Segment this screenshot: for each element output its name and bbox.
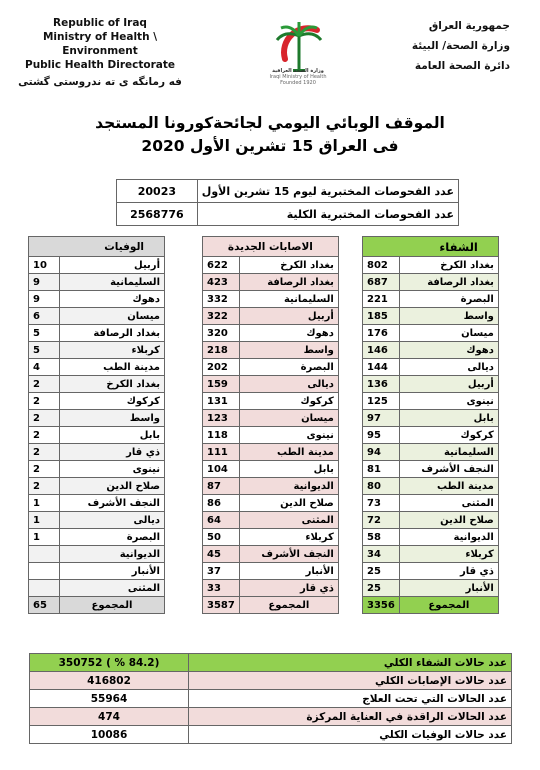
total-tests-value: 2568776 (117, 203, 198, 226)
summary-label: عدد حالات الإصابات الكلي (189, 672, 512, 690)
new-cases-governorate: دهوك (239, 325, 338, 342)
deaths-row (29, 580, 165, 597)
deaths-governorate: كربلاء (60, 342, 165, 359)
new-cases-governorate: السليمانية (239, 291, 338, 308)
deaths-governorate: النجف الأشرف (60, 495, 165, 512)
new-cases-row (203, 580, 339, 597)
recovered-value: 185 (363, 308, 400, 325)
header-line: وزارة الصحة/ البيئة (411, 40, 510, 52)
new-cases-governorate: الديوانية (239, 478, 338, 495)
deaths-row (29, 291, 165, 308)
new-cases-governorate: الأنبار (239, 563, 338, 580)
header-line: دائرة الصحة العامة (414, 60, 510, 72)
new-cases-row (203, 410, 339, 427)
tests-table (116, 179, 459, 226)
header-line: Public Health Directorate (25, 59, 175, 71)
deaths-governorate: المثنى (60, 580, 165, 597)
new-cases-row (203, 393, 339, 410)
recovered-governorate: صلاح الدين (399, 512, 498, 529)
new-cases-governorate: كربلاء (239, 529, 338, 546)
deaths-value: 2 (29, 478, 60, 495)
new-cases-value: 111 (203, 444, 240, 461)
recovered-governorate: الديوانية (399, 529, 498, 546)
summary-value: 474 (30, 708, 189, 726)
recovered-row (363, 274, 499, 291)
recovered-value: 80 (363, 478, 400, 495)
new-cases-governorate: ميسان (239, 410, 338, 427)
new-cases-row (203, 257, 339, 274)
new-cases-value: 131 (203, 393, 240, 410)
summary-label: عدد حالات الشفاء الكلي (189, 654, 512, 672)
deaths-value: 2 (29, 427, 60, 444)
deaths-row (29, 478, 165, 495)
deaths-governorate: البصرة (60, 529, 165, 546)
deaths-value: 5 (29, 342, 60, 359)
deaths-table (28, 236, 165, 614)
recovered-value: 221 (363, 291, 400, 308)
recovered-row (363, 427, 499, 444)
summary-row (30, 708, 512, 726)
deaths-row (29, 427, 165, 444)
new-cases-total-label: المجموع (239, 597, 338, 614)
recovered-value: 72 (363, 512, 400, 529)
new-cases-governorate: بغداد الرصافة (239, 274, 338, 291)
recovered-header-row (363, 237, 499, 257)
new-cases-value: 218 (203, 342, 240, 359)
new-cases-row (203, 529, 339, 546)
new-cases-value: 123 (203, 410, 240, 427)
header-line: Ministry of Health \ Environment (42, 31, 158, 57)
summary-row (30, 654, 512, 672)
recovered-row (363, 546, 499, 563)
header-line: Republic of Iraq (53, 17, 147, 29)
deaths-value: 9 (29, 291, 60, 308)
recovered-value: 125 (363, 393, 400, 410)
recovered-row (363, 444, 499, 461)
recovered-governorate: ديالى (399, 359, 498, 376)
deaths-value: 5 (29, 325, 60, 342)
deaths-row (29, 308, 165, 325)
deaths-governorate: بغداد الرصافة (60, 325, 165, 342)
recovered-value: 73 (363, 495, 400, 512)
recovered-value: 94 (363, 444, 400, 461)
summary-label: عدد حالات الوفيات الكلي (189, 726, 512, 744)
recovered-governorate: النجف الأشرف (399, 461, 498, 478)
recovered-governorate: الأنبار (399, 580, 498, 597)
recovered-row (363, 512, 499, 529)
new-cases-row (203, 427, 339, 444)
recovered-table (362, 236, 499, 614)
summary-row (30, 690, 512, 708)
deaths-value (29, 563, 60, 580)
recovered-row (363, 410, 499, 427)
new-cases-governorate: ديالى (239, 376, 338, 393)
recovered-row (363, 342, 499, 359)
deaths-row (29, 376, 165, 393)
recovered-value: 136 (363, 376, 400, 393)
summary-value: 416802 (30, 672, 189, 690)
new-cases-row (203, 478, 339, 495)
new-cases-governorate: مدينة الطب (239, 444, 338, 461)
recovered-governorate: كركوك (399, 427, 498, 444)
recovered-row (363, 461, 499, 478)
logo-caption-line: Iraqi Ministry of Health (269, 74, 327, 80)
header-line: فه رمانگه ى ته ندروستى گشتى (18, 76, 182, 88)
new-cases-header-row (203, 237, 339, 257)
deaths-value: 4 (29, 359, 60, 376)
new-cases-value: 622 (203, 257, 240, 274)
title-line-2: فى العراق 15 تشرين الأول 2020 (141, 137, 399, 155)
recovered-value: 25 (363, 563, 400, 580)
deaths-governorate: بغداد الكرخ (60, 376, 165, 393)
daily-tests-row (117, 180, 459, 203)
deaths-governorate: صلاح الدين (60, 478, 165, 495)
recovered-row (363, 580, 499, 597)
recovered-row (363, 325, 499, 342)
new-cases-governorate: أربيل (239, 308, 338, 325)
header-arabic (380, 16, 510, 76)
deaths-value: 9 (29, 274, 60, 291)
deaths-governorate: دهوك (60, 291, 165, 308)
new-cases-row (203, 546, 339, 563)
new-cases-header: الاصابات الجديدة (203, 237, 339, 257)
new-cases-row (203, 274, 339, 291)
recovered-header: الشفاء (363, 237, 499, 257)
new-cases-row (203, 308, 339, 325)
recovered-total-value: 3356 (363, 597, 400, 614)
new-cases-value: 159 (203, 376, 240, 393)
recovered-governorate: ميسان (399, 325, 498, 342)
deaths-value: 6 (29, 308, 60, 325)
new-cases-value: 86 (203, 495, 240, 512)
recovered-value: 58 (363, 529, 400, 546)
deaths-governorate: واسط (60, 410, 165, 427)
recovered-row (363, 563, 499, 580)
deaths-governorate: ديالى (60, 512, 165, 529)
new-cases-value: 87 (203, 478, 240, 495)
deaths-value: 2 (29, 444, 60, 461)
recovered-row (363, 257, 499, 274)
new-cases-table (202, 236, 339, 614)
deaths-row (29, 342, 165, 359)
recovered-row (363, 393, 499, 410)
summary-label: عدد الحالات الراقدة في العناية المركزة (189, 708, 512, 726)
deaths-row (29, 563, 165, 580)
recovered-total-label: المجموع (399, 597, 498, 614)
summary-value: 350752 ( % 84.2) (30, 654, 189, 672)
recovered-value: 34 (363, 546, 400, 563)
deaths-header-row (29, 237, 165, 257)
deaths-row (29, 325, 165, 342)
deaths-row (29, 444, 165, 461)
recovered-value: 25 (363, 580, 400, 597)
new-cases-value: 423 (203, 274, 240, 291)
recovered-governorate: كربلاء (399, 546, 498, 563)
summary-label: عدد الحالات التي تحت العلاج (189, 690, 512, 708)
deaths-value: 2 (29, 376, 60, 393)
header-english (10, 16, 190, 89)
summary-value: 10086 (30, 726, 189, 744)
new-cases-value: 64 (203, 512, 240, 529)
recovered-governorate: بغداد الكرخ (399, 257, 498, 274)
new-cases-row (203, 291, 339, 308)
new-cases-value: 33 (203, 580, 240, 597)
new-cases-row (203, 325, 339, 342)
recovered-value: 97 (363, 410, 400, 427)
deaths-value: 2 (29, 410, 60, 427)
recovered-row (363, 359, 499, 376)
new-cases-row (203, 376, 339, 393)
deaths-row (29, 529, 165, 546)
new-cases-row (203, 563, 339, 580)
logo-caption (258, 68, 338, 86)
deaths-governorate: بابل (60, 427, 165, 444)
recovered-governorate: واسط (399, 308, 498, 325)
recovered-value: 146 (363, 342, 400, 359)
new-cases-value: 332 (203, 291, 240, 308)
new-cases-value: 104 (203, 461, 240, 478)
new-cases-governorate: صلاح الدين (239, 495, 338, 512)
deaths-row (29, 512, 165, 529)
deaths-governorate: أربيل (60, 257, 165, 274)
summary-table (29, 653, 512, 744)
new-cases-governorate: بغداد الكرخ (239, 257, 338, 274)
new-cases-governorate: ذي قار (239, 580, 338, 597)
recovered-governorate: السليمانية (399, 444, 498, 461)
logo-caption-line: وزارة الصحة العراقية (272, 68, 324, 74)
deaths-row (29, 393, 165, 410)
deaths-governorate: مدينة الطب (60, 359, 165, 376)
recovered-row (363, 495, 499, 512)
new-cases-row (203, 461, 339, 478)
deaths-value: 10 (29, 257, 60, 274)
new-cases-governorate: النجف الأشرف (239, 546, 338, 563)
new-cases-row (203, 512, 339, 529)
deaths-row (29, 274, 165, 291)
new-cases-total-value: 3587 (203, 597, 240, 614)
recovered-governorate: بابل (399, 410, 498, 427)
recovered-row (363, 376, 499, 393)
new-cases-value: 202 (203, 359, 240, 376)
deaths-value (29, 580, 60, 597)
recovered-row (363, 308, 499, 325)
summary-value: 55964 (30, 690, 189, 708)
recovered-row (363, 291, 499, 308)
new-cases-governorate: المثنى (239, 512, 338, 529)
new-cases-total-row (203, 597, 339, 614)
deaths-value: 1 (29, 495, 60, 512)
recovered-value: 802 (363, 257, 400, 274)
recovered-governorate: دهوك (399, 342, 498, 359)
recovered-governorate: بغداد الرصافة (399, 274, 498, 291)
total-tests-label: عدد الفحوصات المختبرية الكلية (197, 203, 458, 226)
new-cases-row (203, 495, 339, 512)
new-cases-value: 45 (203, 546, 240, 563)
deaths-governorate: ميسان (60, 308, 165, 325)
deaths-value (29, 546, 60, 563)
daily-tests-label: عدد الفحوصات المختبرية ليوم 15 تشرين الأول (197, 180, 458, 203)
deaths-governorate: الأنبار (60, 563, 165, 580)
new-cases-governorate: كركوك (239, 393, 338, 410)
recovered-governorate: أربيل (399, 376, 498, 393)
recovered-governorate: مدينة الطب (399, 478, 498, 495)
recovered-row (363, 478, 499, 495)
deaths-governorate: السليمانية (60, 274, 165, 291)
new-cases-value: 37 (203, 563, 240, 580)
deaths-total-row (29, 597, 165, 614)
new-cases-governorate: البصرة (239, 359, 338, 376)
title-line-1: الموقف الوبائي اليومي لجائحةكورونا المستجد (95, 114, 445, 132)
recovered-governorate: المثنى (399, 495, 498, 512)
summary-row (30, 726, 512, 744)
recovered-governorate: نينوى (399, 393, 498, 410)
deaths-row (29, 257, 165, 274)
recovered-value: 687 (363, 274, 400, 291)
recovered-value: 176 (363, 325, 400, 342)
deaths-governorate: الديوانية (60, 546, 165, 563)
new-cases-governorate: بابل (239, 461, 338, 478)
new-cases-row (203, 444, 339, 461)
deaths-row (29, 546, 165, 563)
recovered-total-row (363, 597, 499, 614)
deaths-value: 2 (29, 461, 60, 478)
daily-tests-value: 20023 (117, 180, 198, 203)
new-cases-governorate: واسط (239, 342, 338, 359)
deaths-row (29, 495, 165, 512)
recovered-value: 81 (363, 461, 400, 478)
new-cases-value: 320 (203, 325, 240, 342)
recovered-value: 144 (363, 359, 400, 376)
new-cases-value: 118 (203, 427, 240, 444)
page-title (60, 112, 480, 158)
new-cases-row (203, 342, 339, 359)
deaths-row (29, 410, 165, 427)
deaths-total-label: المجموع (60, 597, 165, 614)
deaths-governorate: كركوك (60, 393, 165, 410)
deaths-value: 1 (29, 512, 60, 529)
deaths-total-value: 65 (29, 597, 60, 614)
recovered-governorate: البصرة (399, 291, 498, 308)
deaths-governorate: ذي قار (60, 444, 165, 461)
new-cases-value: 322 (203, 308, 240, 325)
total-tests-row (117, 203, 459, 226)
deaths-value: 2 (29, 393, 60, 410)
deaths-row (29, 359, 165, 376)
new-cases-row (203, 359, 339, 376)
deaths-row (29, 461, 165, 478)
logo-caption-line: Founded 1920 (280, 80, 316, 86)
deaths-value: 1 (29, 529, 60, 546)
recovered-value: 95 (363, 427, 400, 444)
recovered-row (363, 529, 499, 546)
deaths-governorate: نينوى (60, 461, 165, 478)
header-line: جمهورية العراق (428, 20, 510, 32)
recovered-governorate: ذي قار (399, 563, 498, 580)
summary-row (30, 672, 512, 690)
new-cases-value: 50 (203, 529, 240, 546)
deaths-header: الوفيات (29, 237, 165, 257)
new-cases-governorate: نينوى (239, 427, 338, 444)
